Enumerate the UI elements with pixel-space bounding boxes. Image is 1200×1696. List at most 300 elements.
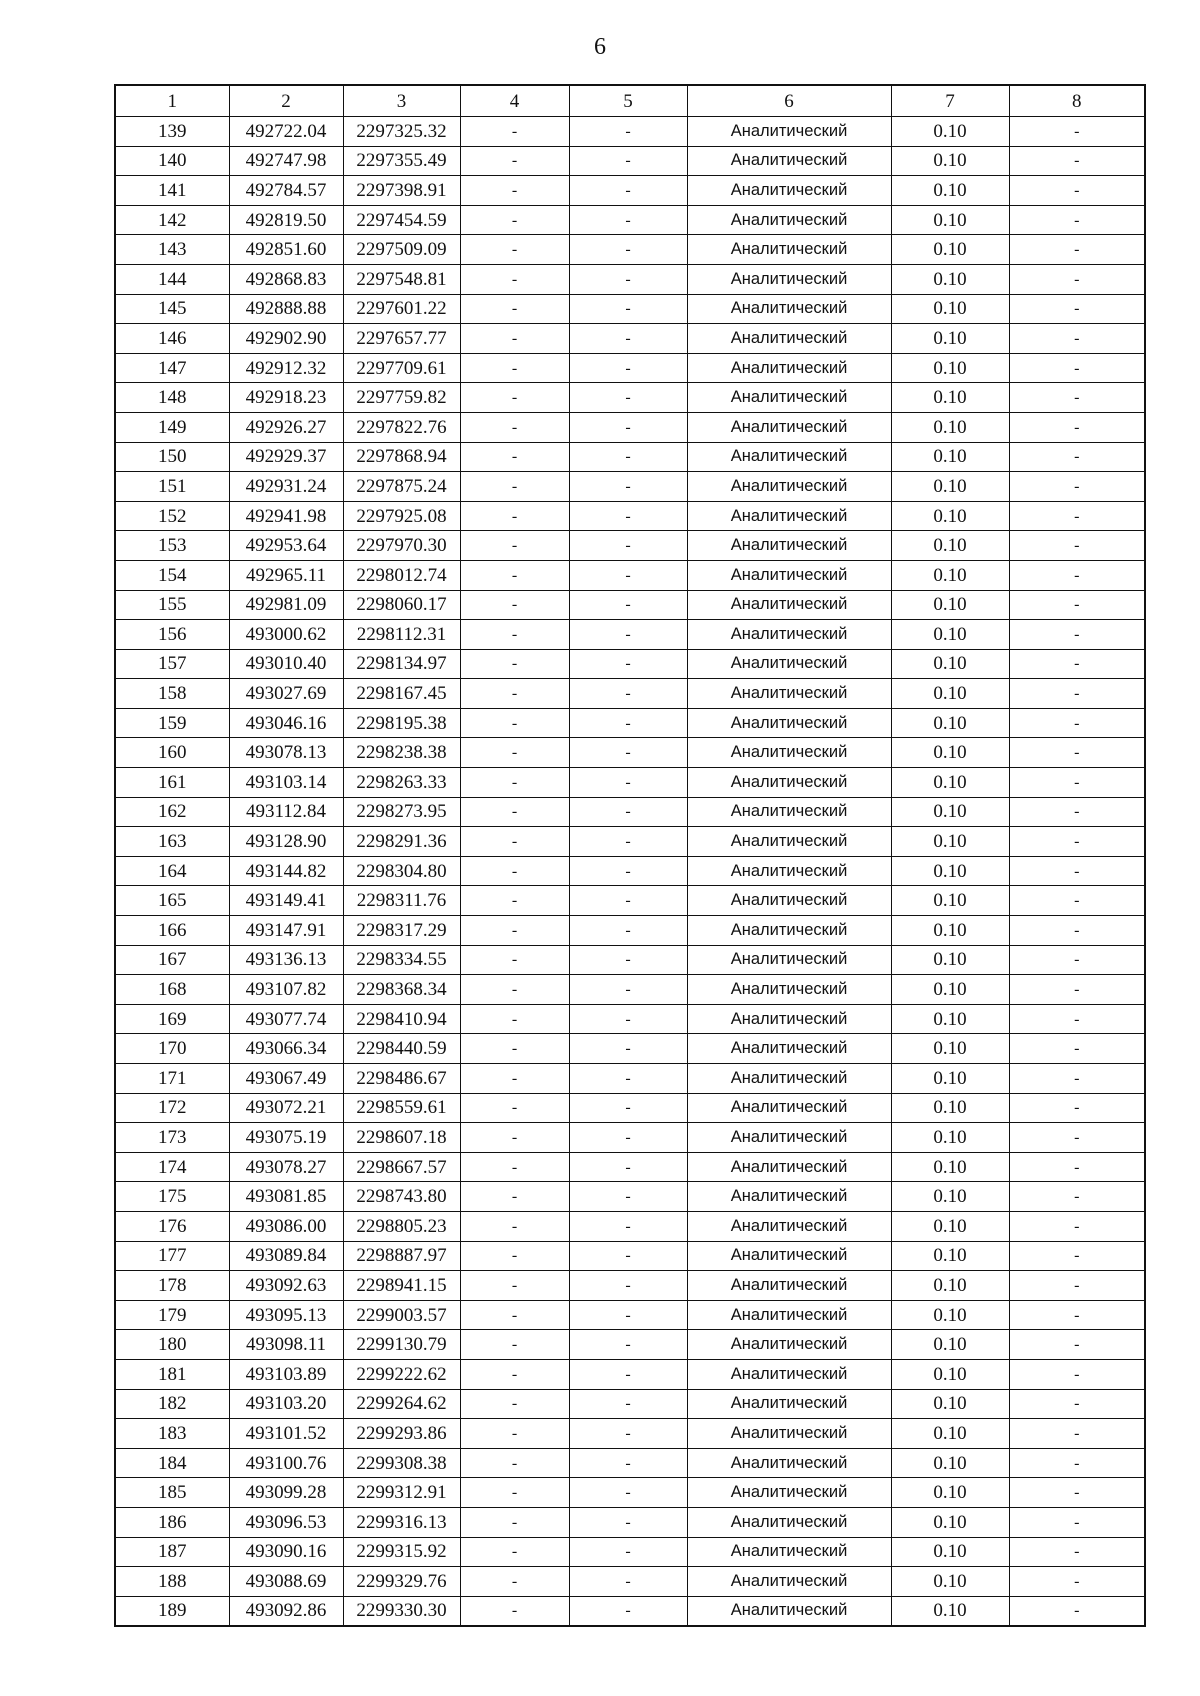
cell-coord-y: 2297454.59 <box>343 205 460 235</box>
cell-coord-x: 492926.27 <box>229 412 343 442</box>
column-header-8: 8 <box>1009 85 1145 117</box>
cell-accuracy: 0.10 <box>891 1478 1009 1508</box>
cell-col-5: - <box>569 1330 687 1360</box>
cell-coord-x: 493099.28 <box>229 1478 343 1508</box>
cell-method: Аналитический <box>687 235 891 265</box>
column-header-6: 6 <box>687 85 891 117</box>
cell-method: Аналитический <box>687 1300 891 1330</box>
cell-point-number: 162 <box>115 797 229 827</box>
cell-method: Аналитический <box>687 797 891 827</box>
cell-point-number: 143 <box>115 235 229 265</box>
table-row <box>115 827 1145 857</box>
cell-method: Аналитический <box>687 472 891 502</box>
cell-coord-y: 2298012.74 <box>343 560 460 590</box>
cell-col-4: - <box>460 886 569 916</box>
cell-method: Аналитический <box>687 1271 891 1301</box>
cell-accuracy: 0.10 <box>891 945 1009 975</box>
cell-col-4: - <box>460 1478 569 1508</box>
table-row <box>115 1330 1145 1360</box>
cell-col-5: - <box>569 560 687 590</box>
cell-method: Аналитический <box>687 531 891 561</box>
cell-col-8: - <box>1009 945 1145 975</box>
cell-method: Аналитический <box>687 176 891 206</box>
cell-col-4: - <box>460 560 569 590</box>
cell-coord-y: 2299316.13 <box>343 1507 460 1537</box>
cell-coord-y: 2298887.97 <box>343 1241 460 1271</box>
cell-col-5: - <box>569 1271 687 1301</box>
cell-coord-y: 2299308.38 <box>343 1448 460 1478</box>
cell-col-4: - <box>460 945 569 975</box>
table-row <box>115 1004 1145 1034</box>
cell-point-number: 159 <box>115 708 229 738</box>
cell-coord-x: 493128.90 <box>229 827 343 857</box>
cell-col-8: - <box>1009 1596 1145 1626</box>
cell-point-number: 185 <box>115 1478 229 1508</box>
cell-coord-x: 492747.98 <box>229 146 343 176</box>
cell-coord-y: 2299315.92 <box>343 1537 460 1567</box>
cell-col-5: - <box>569 1034 687 1064</box>
cell-method: Аналитический <box>687 649 891 679</box>
cell-coord-y: 2299222.62 <box>343 1359 460 1389</box>
cell-method: Аналитический <box>687 1123 891 1153</box>
table-row <box>115 531 1145 561</box>
table-row <box>115 797 1145 827</box>
cell-col-5: - <box>569 1211 687 1241</box>
cell-col-5: - <box>569 916 687 946</box>
cell-col-5: - <box>569 1064 687 1094</box>
cell-col-4: - <box>460 1537 569 1567</box>
cell-accuracy: 0.10 <box>891 501 1009 531</box>
cell-col-5: - <box>569 205 687 235</box>
table-row <box>115 768 1145 798</box>
cell-col-5: - <box>569 501 687 531</box>
cell-point-number: 177 <box>115 1241 229 1271</box>
cell-point-number: 144 <box>115 264 229 294</box>
cell-coord-y: 2298667.57 <box>343 1152 460 1182</box>
cell-col-8: - <box>1009 146 1145 176</box>
cell-col-5: - <box>569 827 687 857</box>
cell-accuracy: 0.10 <box>891 1537 1009 1567</box>
cell-accuracy: 0.10 <box>891 1123 1009 1153</box>
cell-accuracy: 0.10 <box>891 1330 1009 1360</box>
cell-accuracy: 0.10 <box>891 1034 1009 1064</box>
cell-method: Аналитический <box>687 146 891 176</box>
cell-coord-y: 2297868.94 <box>343 442 460 472</box>
table-row <box>115 1093 1145 1123</box>
cell-col-5: - <box>569 797 687 827</box>
cell-col-4: - <box>460 353 569 383</box>
cell-coord-x: 492819.50 <box>229 205 343 235</box>
cell-col-4: - <box>460 501 569 531</box>
cell-col-5: - <box>569 1507 687 1537</box>
cell-col-4: - <box>460 1596 569 1626</box>
cell-col-5: - <box>569 146 687 176</box>
cell-method: Аналитический <box>687 1182 891 1212</box>
table-row <box>115 1448 1145 1478</box>
cell-accuracy: 0.10 <box>891 1567 1009 1597</box>
cell-col-5: - <box>569 1596 687 1626</box>
cell-col-8: - <box>1009 235 1145 265</box>
cell-col-5: - <box>569 1359 687 1389</box>
table-row <box>115 1152 1145 1182</box>
cell-coord-x: 492888.88 <box>229 294 343 324</box>
table-row <box>115 501 1145 531</box>
cell-coord-x: 493147.91 <box>229 916 343 946</box>
cell-point-number: 142 <box>115 205 229 235</box>
cell-coord-x: 493027.69 <box>229 679 343 709</box>
table-row <box>115 1034 1145 1064</box>
cell-method: Аналитический <box>687 886 891 916</box>
cell-accuracy: 0.10 <box>891 708 1009 738</box>
cell-coord-y: 2297325.32 <box>343 117 460 147</box>
cell-col-5: - <box>569 324 687 354</box>
cell-coord-x: 493000.62 <box>229 620 343 650</box>
cell-method: Аналитический <box>687 1241 891 1271</box>
cell-coord-x: 493088.69 <box>229 1567 343 1597</box>
cell-col-4: - <box>460 294 569 324</box>
cell-method: Аналитический <box>687 679 891 709</box>
cell-col-4: - <box>460 1064 569 1094</box>
table-row <box>115 1064 1145 1094</box>
cell-col-8: - <box>1009 531 1145 561</box>
cell-point-number: 172 <box>115 1093 229 1123</box>
cell-coord-x: 493081.85 <box>229 1182 343 1212</box>
table-row <box>115 146 1145 176</box>
cell-point-number: 186 <box>115 1507 229 1537</box>
cell-method: Аналитический <box>687 264 891 294</box>
cell-method: Аналитический <box>687 560 891 590</box>
cell-col-8: - <box>1009 620 1145 650</box>
table-row <box>115 472 1145 502</box>
cell-method: Аналитический <box>687 294 891 324</box>
cell-coord-y: 2299003.57 <box>343 1300 460 1330</box>
cell-coord-y: 2299329.76 <box>343 1567 460 1597</box>
cell-point-number: 149 <box>115 412 229 442</box>
cell-coord-x: 492953.64 <box>229 531 343 561</box>
cell-method: Аналитический <box>687 117 891 147</box>
cell-coord-x: 493101.52 <box>229 1419 343 1449</box>
cell-coord-x: 493078.27 <box>229 1152 343 1182</box>
cell-coord-x: 493090.16 <box>229 1537 343 1567</box>
cell-method: Аналитический <box>687 708 891 738</box>
cell-col-5: - <box>569 1419 687 1449</box>
cell-col-4: - <box>460 1123 569 1153</box>
cell-coord-x: 493010.40 <box>229 649 343 679</box>
cell-method: Аналитический <box>687 1478 891 1508</box>
cell-coord-y: 2298486.67 <box>343 1064 460 1094</box>
cell-coord-x: 493066.34 <box>229 1034 343 1064</box>
cell-coord-x: 492912.32 <box>229 353 343 383</box>
cell-col-5: - <box>569 1300 687 1330</box>
cell-method: Аналитический <box>687 620 891 650</box>
cell-col-4: - <box>460 1300 569 1330</box>
cell-col-8: - <box>1009 412 1145 442</box>
cell-col-4: - <box>460 383 569 413</box>
cell-point-number: 184 <box>115 1448 229 1478</box>
cell-col-8: - <box>1009 738 1145 768</box>
cell-col-8: - <box>1009 797 1145 827</box>
cell-point-number: 141 <box>115 176 229 206</box>
cell-col-5: - <box>569 1004 687 1034</box>
cell-col-4: - <box>460 442 569 472</box>
table-row <box>115 1300 1145 1330</box>
cell-coord-x: 493100.76 <box>229 1448 343 1478</box>
cell-col-4: - <box>460 1093 569 1123</box>
cell-method: Аналитический <box>687 442 891 472</box>
table-row <box>115 1596 1145 1626</box>
cell-coord-y: 2297548.81 <box>343 264 460 294</box>
table-row <box>115 856 1145 886</box>
cell-col-4: - <box>460 531 569 561</box>
cell-accuracy: 0.10 <box>891 797 1009 827</box>
cell-col-5: - <box>569 738 687 768</box>
cell-coord-y: 2299264.62 <box>343 1389 460 1419</box>
cell-coord-y: 2298743.80 <box>343 1182 460 1212</box>
cell-col-8: - <box>1009 1359 1145 1389</box>
column-header-3: 3 <box>343 85 460 117</box>
cell-method: Аналитический <box>687 1389 891 1419</box>
cell-coord-y: 2298134.97 <box>343 649 460 679</box>
cell-coord-x: 493067.49 <box>229 1064 343 1094</box>
cell-accuracy: 0.10 <box>891 294 1009 324</box>
cell-accuracy: 0.10 <box>891 1389 1009 1419</box>
cell-coord-y: 2298410.94 <box>343 1004 460 1034</box>
cell-method: Аналитический <box>687 324 891 354</box>
cell-col-8: - <box>1009 1004 1145 1034</box>
cell-accuracy: 0.10 <box>891 1596 1009 1626</box>
cell-point-number: 176 <box>115 1211 229 1241</box>
cell-col-8: - <box>1009 117 1145 147</box>
cell-point-number: 179 <box>115 1300 229 1330</box>
cell-method: Аналитический <box>687 1537 891 1567</box>
table-row <box>115 945 1145 975</box>
cell-coord-y: 2299130.79 <box>343 1330 460 1360</box>
cell-point-number: 175 <box>115 1182 229 1212</box>
cell-col-5: - <box>569 294 687 324</box>
cell-coord-x: 493077.74 <box>229 1004 343 1034</box>
cell-accuracy: 0.10 <box>891 353 1009 383</box>
table-row <box>115 1211 1145 1241</box>
cell-col-4: - <box>460 205 569 235</box>
cell-coord-y: 2298060.17 <box>343 590 460 620</box>
cell-col-5: - <box>569 412 687 442</box>
table-row <box>115 679 1145 709</box>
cell-col-8: - <box>1009 560 1145 590</box>
cell-col-4: - <box>460 146 569 176</box>
cell-coord-y: 2298112.31 <box>343 620 460 650</box>
cell-col-8: - <box>1009 1567 1145 1597</box>
cell-col-5: - <box>569 1123 687 1153</box>
cell-accuracy: 0.10 <box>891 1271 1009 1301</box>
cell-method: Аналитический <box>687 856 891 886</box>
table-row <box>115 649 1145 679</box>
cell-col-8: - <box>1009 916 1145 946</box>
cell-col-4: - <box>460 620 569 650</box>
cell-method: Аналитический <box>687 205 891 235</box>
cell-accuracy: 0.10 <box>891 324 1009 354</box>
column-header-1: 1 <box>115 85 229 117</box>
cell-col-5: - <box>569 442 687 472</box>
cell-coord-x: 493149.41 <box>229 886 343 916</box>
cell-col-4: - <box>460 856 569 886</box>
cell-method: Аналитический <box>687 1419 891 1449</box>
cell-coord-x: 492722.04 <box>229 117 343 147</box>
table-row <box>115 117 1145 147</box>
cell-col-8: - <box>1009 1389 1145 1419</box>
cell-col-4: - <box>460 975 569 1005</box>
cell-col-8: - <box>1009 1300 1145 1330</box>
cell-coord-y: 2298440.59 <box>343 1034 460 1064</box>
cell-col-8: - <box>1009 264 1145 294</box>
cell-coord-x: 492784.57 <box>229 176 343 206</box>
cell-method: Аналитический <box>687 768 891 798</box>
cell-accuracy: 0.10 <box>891 1004 1009 1034</box>
cell-col-8: - <box>1009 1241 1145 1271</box>
cell-point-number: 145 <box>115 294 229 324</box>
cell-col-5: - <box>569 1448 687 1478</box>
cell-point-number: 180 <box>115 1330 229 1360</box>
cell-method: Аналитический <box>687 590 891 620</box>
cell-method: Аналитический <box>687 945 891 975</box>
cell-col-5: - <box>569 886 687 916</box>
cell-accuracy: 0.10 <box>891 1507 1009 1537</box>
cell-col-8: - <box>1009 1448 1145 1478</box>
cell-coord-x: 493103.14 <box>229 768 343 798</box>
cell-coord-y: 2298805.23 <box>343 1211 460 1241</box>
cell-coord-x: 493046.16 <box>229 708 343 738</box>
cell-method: Аналитический <box>687 1330 891 1360</box>
cell-col-5: - <box>569 117 687 147</box>
table-row <box>115 205 1145 235</box>
cell-accuracy: 0.10 <box>891 1152 1009 1182</box>
cell-coord-y: 2297925.08 <box>343 501 460 531</box>
cell-col-5: - <box>569 1567 687 1597</box>
cell-col-8: - <box>1009 294 1145 324</box>
cell-coord-x: 492941.98 <box>229 501 343 531</box>
cell-point-number: 153 <box>115 531 229 561</box>
cell-accuracy: 0.10 <box>891 442 1009 472</box>
cell-method: Аналитический <box>687 1596 891 1626</box>
table-row <box>115 1537 1145 1567</box>
cell-col-5: - <box>569 1241 687 1271</box>
cell-col-4: - <box>460 1034 569 1064</box>
cell-coord-x: 493103.20 <box>229 1389 343 1419</box>
cell-point-number: 155 <box>115 590 229 620</box>
cell-point-number: 148 <box>115 383 229 413</box>
cell-col-8: - <box>1009 1034 1145 1064</box>
table-row <box>115 1419 1145 1449</box>
cell-col-4: - <box>460 1182 569 1212</box>
cell-coord-x: 492931.24 <box>229 472 343 502</box>
cell-accuracy: 0.10 <box>891 1448 1009 1478</box>
cell-coord-y: 2298167.45 <box>343 679 460 709</box>
table-row <box>115 1123 1145 1153</box>
cell-coord-x: 492965.11 <box>229 560 343 590</box>
cell-col-5: - <box>569 1182 687 1212</box>
cell-col-8: - <box>1009 1211 1145 1241</box>
cell-point-number: 160 <box>115 738 229 768</box>
cell-col-4: - <box>460 1389 569 1419</box>
cell-col-8: - <box>1009 353 1145 383</box>
cell-method: Аналитический <box>687 1448 891 1478</box>
cell-col-5: - <box>569 1537 687 1567</box>
table-row <box>115 353 1145 383</box>
cell-col-8: - <box>1009 1152 1145 1182</box>
cell-coord-y: 2297355.49 <box>343 146 460 176</box>
cell-col-4: - <box>460 1211 569 1241</box>
cell-accuracy: 0.10 <box>891 649 1009 679</box>
cell-coord-y: 2298334.55 <box>343 945 460 975</box>
cell-coord-x: 492929.37 <box>229 442 343 472</box>
cell-coord-y: 2298559.61 <box>343 1093 460 1123</box>
cell-point-number: 171 <box>115 1064 229 1094</box>
cell-col-5: - <box>569 235 687 265</box>
cell-point-number: 165 <box>115 886 229 916</box>
cell-col-5: - <box>569 264 687 294</box>
cell-col-8: - <box>1009 176 1145 206</box>
cell-method: Аналитический <box>687 738 891 768</box>
cell-accuracy: 0.10 <box>891 472 1009 502</box>
cell-col-4: - <box>460 1241 569 1271</box>
cell-accuracy: 0.10 <box>891 412 1009 442</box>
table-row <box>115 1241 1145 1271</box>
table-row <box>115 620 1145 650</box>
cell-col-4: - <box>460 827 569 857</box>
cell-col-4: - <box>460 738 569 768</box>
table-row <box>115 738 1145 768</box>
cell-accuracy: 0.10 <box>891 1182 1009 1212</box>
cell-coord-y: 2298368.34 <box>343 975 460 1005</box>
cell-point-number: 163 <box>115 827 229 857</box>
cell-accuracy: 0.10 <box>891 1419 1009 1449</box>
cell-col-8: - <box>1009 205 1145 235</box>
cell-accuracy: 0.10 <box>891 827 1009 857</box>
cell-col-5: - <box>569 1478 687 1508</box>
cell-accuracy: 0.10 <box>891 679 1009 709</box>
cell-method: Аналитический <box>687 827 891 857</box>
table-row <box>115 383 1145 413</box>
cell-coord-x: 493072.21 <box>229 1093 343 1123</box>
cell-col-8: - <box>1009 501 1145 531</box>
cell-point-number: 189 <box>115 1596 229 1626</box>
cell-coord-x: 493112.84 <box>229 797 343 827</box>
table-row <box>115 975 1145 1005</box>
cell-coord-x: 492851.60 <box>229 235 343 265</box>
table-row <box>115 412 1145 442</box>
cell-coord-x: 493103.89 <box>229 1359 343 1389</box>
cell-col-8: - <box>1009 1271 1145 1301</box>
cell-col-4: - <box>460 1567 569 1597</box>
cell-accuracy: 0.10 <box>891 738 1009 768</box>
cell-point-number: 169 <box>115 1004 229 1034</box>
cell-coord-x: 493136.13 <box>229 945 343 975</box>
cell-col-4: - <box>460 1330 569 1360</box>
column-header-4: 4 <box>460 85 569 117</box>
cell-coord-y: 2298317.29 <box>343 916 460 946</box>
cell-coord-x: 493096.53 <box>229 1507 343 1537</box>
cell-col-8: - <box>1009 1093 1145 1123</box>
cell-coord-y: 2298195.38 <box>343 708 460 738</box>
cell-method: Аналитический <box>687 975 891 1005</box>
cell-accuracy: 0.10 <box>891 117 1009 147</box>
cell-method: Аналитический <box>687 1211 891 1241</box>
cell-accuracy: 0.10 <box>891 916 1009 946</box>
table-row <box>115 294 1145 324</box>
cell-accuracy: 0.10 <box>891 620 1009 650</box>
cell-col-5: - <box>569 531 687 561</box>
cell-col-8: - <box>1009 590 1145 620</box>
cell-col-4: - <box>460 1507 569 1537</box>
